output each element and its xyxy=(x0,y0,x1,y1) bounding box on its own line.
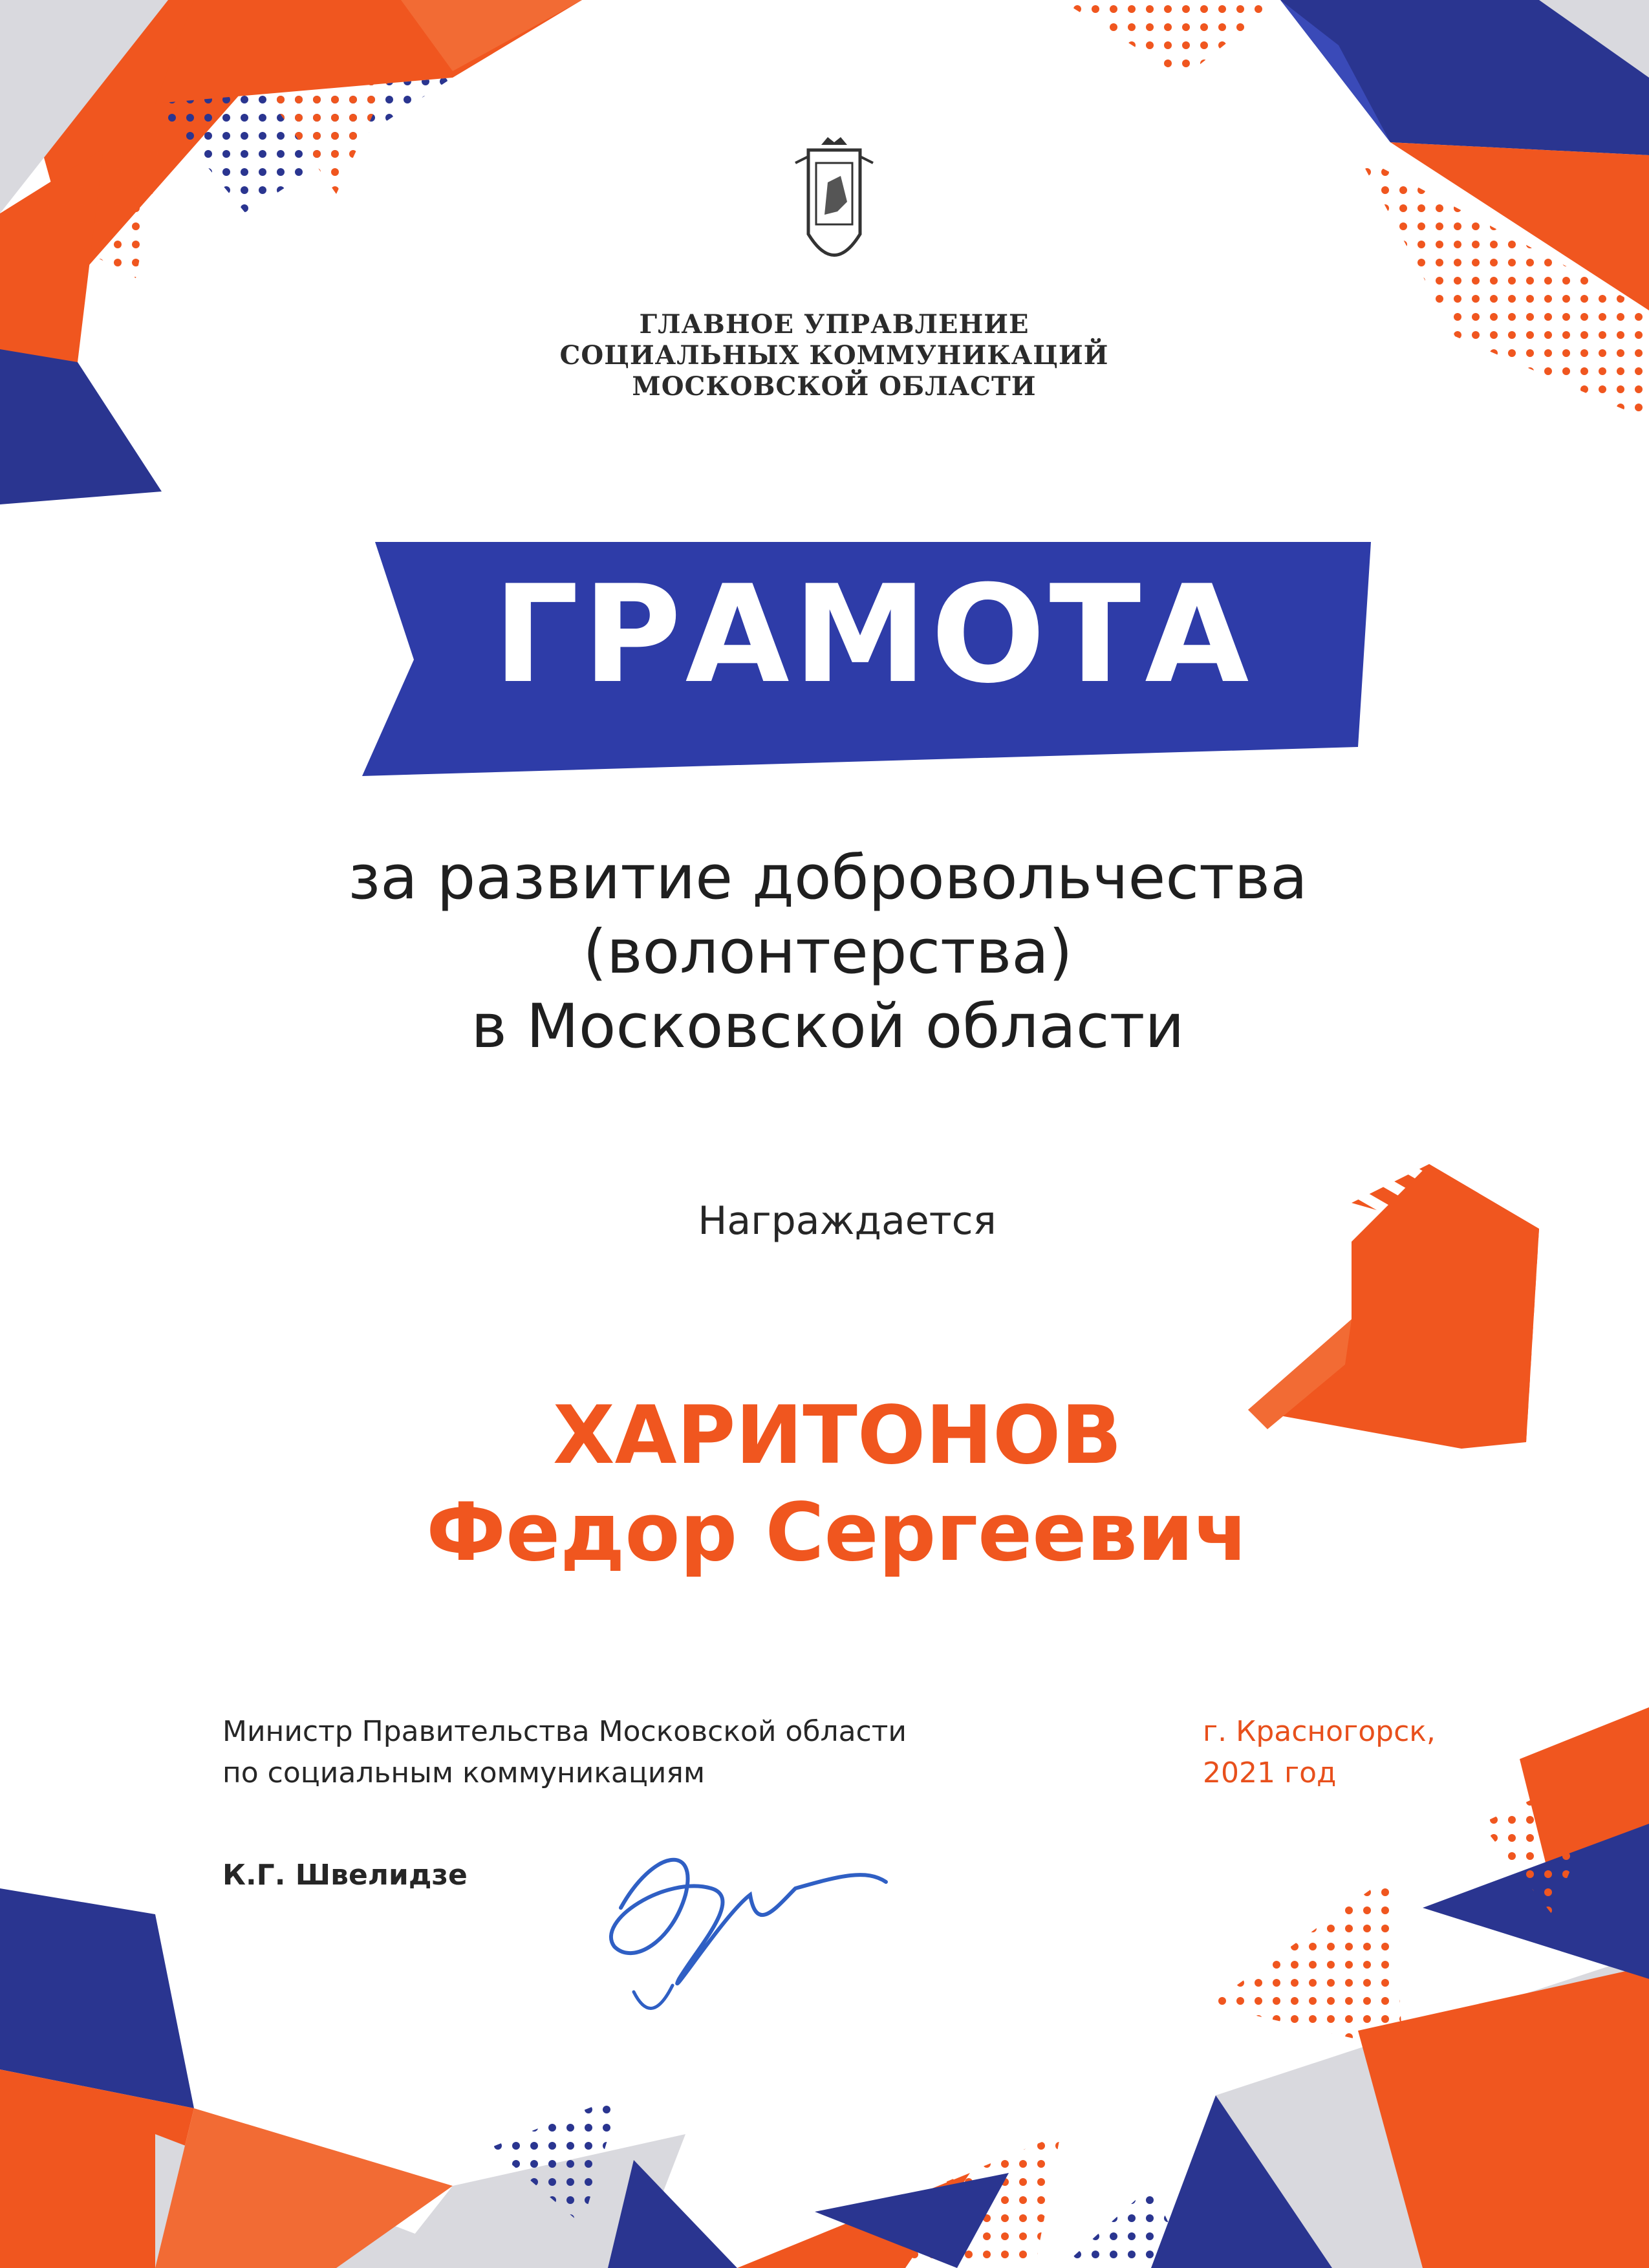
recipient-name xyxy=(0,1387,1649,1581)
reason-line: (волонтерства) xyxy=(583,917,1073,988)
signature xyxy=(611,1860,886,1983)
certificate-title: ГРАМОТА xyxy=(493,557,1253,713)
award-reason xyxy=(0,841,1649,1064)
position-line: по социальным коммуникациям xyxy=(222,1756,706,1789)
organization-line: МОСКОВСКОЙ ОБЛАСТИ xyxy=(632,371,1037,402)
reason-line: за развитие добровольчества xyxy=(348,843,1308,913)
bottom-left-geometric-corner xyxy=(0,1888,1061,2268)
position-line: Министр Правительства Московской области xyxy=(222,1715,907,1748)
organization-line: ГЛАВНОЕ УПРАВЛЕНИЕ xyxy=(639,309,1029,340)
reason-line: в Московской области xyxy=(471,991,1185,1062)
signatory-position xyxy=(222,1711,907,1794)
organization-line: СОЦИАЛЬНЫХ КОММУНИКАЦИЙ xyxy=(559,340,1109,371)
place-and-date xyxy=(1203,1711,1436,1794)
city: г. Красногорск, xyxy=(1203,1715,1436,1748)
recipient-surname: ХАРИТОНОВ xyxy=(553,1389,1122,1482)
organization-name xyxy=(0,309,1649,402)
coat-of-arms-icon xyxy=(795,137,873,255)
recipient-given-names: Федор Сергеевич xyxy=(426,1486,1249,1579)
awarded-label: Награждается xyxy=(698,1198,997,1244)
top-left-geometric-corner xyxy=(0,0,582,504)
signatory-name: К.Г. Швелидзе xyxy=(222,1859,468,1892)
year: 2021 год xyxy=(1203,1756,1337,1789)
